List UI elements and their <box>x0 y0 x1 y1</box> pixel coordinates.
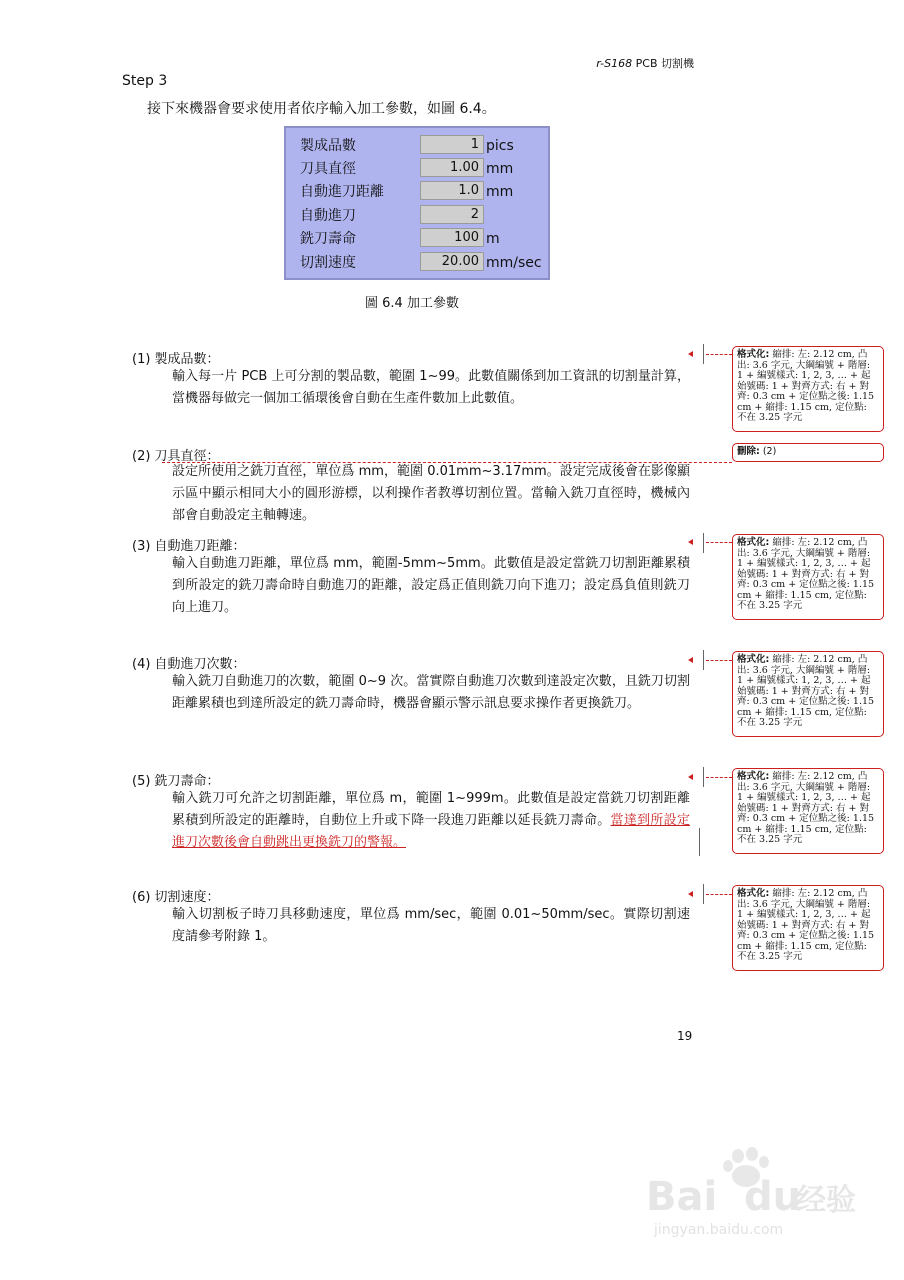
comment-arrow-icon <box>688 774 693 780</box>
param-value-field[interactable]: 1.0 <box>420 181 484 200</box>
param-label: 銑刀壽命 <box>300 231 356 247</box>
delete-comment-balloon[interactable] <box>732 443 884 462</box>
section-body: 輸入切割板子時刀具移動速度，單位爲 mm/sec，範圍 0.01~50mm/sec。實際切割速度請參考附錄 1。 <box>172 907 690 944</box>
header-model: r-S168 <box>596 57 633 70</box>
change-bar <box>703 767 704 787</box>
param-value-field[interactable]: 1.00 <box>420 158 484 177</box>
comment-text: 縮排: 左: 2.12 cm, 凸出: 3.6 字元, 大綱編號 + 階層: 1 + 編號樣式: 1, 2, 3, … + 起始號碼: 1 + 對齊方式: 右 + 對齊: 0.3 cm + 定位點之後: 1.15 cm + 縮排: 1.15 cm, 定位點: 不在 3.25 字元 <box>737 888 875 962</box>
section-body-text: 輸入銑刀可允許之切割距離，單位爲 m，範圍 1~999m。此數值是設定當銑刀切割距離累積到所設定的距離時，自動位上升或下降一段進刀距離以延長銑刀壽命。 <box>172 791 690 828</box>
comment-label: 格式化: <box>737 888 770 899</box>
comment-leader <box>706 777 732 778</box>
section-heading: (5) 銑刀壽命： <box>132 774 220 789</box>
comment-leader <box>706 542 732 543</box>
section-body: 輸入銑刀自動進刀的次數，範圍 0~9 次。當實際自動進刀次數到達設定次數，且銑刀切割距離累積也到達所設定的銑刀壽命時，機器會顯示警示訊息要求操作者更換銑刀。 <box>172 674 690 711</box>
change-bar <box>699 828 700 856</box>
comment-label: 刪除: <box>737 446 760 457</box>
param-value-field[interactable]: 1 <box>420 135 484 154</box>
comment-leader <box>706 894 732 895</box>
format-comment-balloon[interactable] <box>732 346 884 432</box>
section-body: 設定所使用之銑刀直徑，單位爲 mm，範圍 0.01mm~3.17mm。設定完成後會在影像顯示區中顯示相同大小的圓形游標，以利操作者教導切割位置。當輸入銑刀直徑時，機械內部會自動設定主軸轉速。 <box>172 464 690 523</box>
page-number: 19 <box>677 1029 693 1043</box>
parameter-panel <box>284 126 550 280</box>
param-unit: pics <box>486 138 514 154</box>
section-body: 輸入每一片 PCB 上可分割的製品數，範圍 1~99。此數值關係到加工資訊的切割量計算，當機器每做完一個加工循環後會自動在生產件數加上此數值。 <box>172 369 690 406</box>
comment-text: 縮排: 左: 2.12 cm, 凸出: 3.6 字元, 大綱編號 + 階層: 1 + 編號樣式: 1, 2, 3, … + 起始號碼: 1 + 對齊方式: 右 + 對齊: 0.3 cm + 定位點之後: 1.15 cm + 縮排: 1.15 cm, 定位點: 不在 3.25 字元 <box>737 349 875 423</box>
param-label: 製成品數 <box>300 138 356 154</box>
figure-caption: 圖 6.4 加工參數 <box>365 296 459 311</box>
comment-label: 格式化: <box>737 349 770 360</box>
comment-arrow-icon <box>688 891 693 897</box>
svg-text:du: du <box>744 1174 802 1220</box>
comment-arrow-icon <box>688 539 693 545</box>
tracked-insertion: 當達到所設定進刀次數後會自動跳出更換銑刀的警報。 <box>172 813 690 850</box>
svg-text:经验: 经验 <box>796 1183 856 1218</box>
section-heading: (3) 自動進刀距離： <box>132 539 246 554</box>
comment-leader <box>162 462 732 463</box>
comment-text: 縮排: 左: 2.12 cm, 凸出: 3.6 字元, 大綱編號 + 階層: 1 + 編號樣式: 1, 2, 3, … + 起始號碼: 1 + 對齊方式: 右 + 對齊: 0.3 cm + 定位點之後: 1.15 cm + 縮排: 1.15 cm, 定位點: 不在 3.25 字元 <box>737 771 875 845</box>
param-unit: mm <box>486 184 514 200</box>
section-heading: (4) 自動進刀次數： <box>132 657 246 672</box>
param-label: 切割速度 <box>300 255 356 271</box>
comment-leader <box>706 354 732 355</box>
format-comment-balloon[interactable] <box>732 885 884 971</box>
section-heading: (1) 製成品數： <box>132 352 220 367</box>
intro-text: 接下來機器會要求使用者依序輸入加工參數，如圖 6.4。 <box>147 101 496 117</box>
param-unit: mm <box>486 161 514 177</box>
header-title: PCB 切割機 <box>635 57 694 70</box>
section-heading: (2) 刀具直徑： <box>132 449 220 464</box>
comment-leader <box>706 660 732 661</box>
param-value-field[interactable]: 2 <box>420 205 484 224</box>
comment-text: 縮排: 左: 2.12 cm, 凸出: 3.6 字元, 大綱編號 + 階層: 1 + 編號樣式: 1, 2, 3, … + 起始號碼: 1 + 對齊方式: 右 + 對齊: 0.3 cm + 定位點之後: 1.15 cm + 縮排: 1.15 cm, 定位點: 不在 3.25 字元 <box>737 537 875 611</box>
change-bar <box>703 533 704 553</box>
section-body <box>172 788 690 854</box>
svg-text:jingyan.baidu.com: jingyan.baidu.com <box>654 1222 784 1238</box>
change-bar <box>703 344 704 364</box>
change-bar <box>703 650 704 670</box>
comment-text: (2) <box>762 446 777 457</box>
format-comment-balloon[interactable] <box>732 768 884 854</box>
comment-label: 格式化: <box>737 537 770 548</box>
page-header <box>596 55 694 71</box>
step-heading: Step 3 <box>122 73 168 89</box>
svg-text:Bai: Bai <box>646 1174 718 1220</box>
param-value-field[interactable]: 20.00 <box>420 252 484 271</box>
param-unit: mm/sec <box>486 255 542 271</box>
section-heading: (6) 切割速度： <box>132 890 220 905</box>
baidu-jingyan-watermark <box>646 1148 856 1238</box>
format-comment-balloon[interactable] <box>732 534 884 620</box>
section-body: 輸入自動進刀距離，單位爲 mm，範圍-5mm~5mm。此數值是設定當銑刀切割距離累積到所設定的銑刀壽命時自動進刀的距離，設定爲正值則銑刀向下進刀；設定爲負值則銑刀向上進刀。 <box>172 556 690 615</box>
change-bar <box>703 884 704 904</box>
param-label: 自動進刀距離 <box>300 184 384 200</box>
comment-label: 格式化: <box>737 654 770 665</box>
param-value-field[interactable]: 100 <box>420 228 484 247</box>
param-unit: m <box>486 231 500 247</box>
comment-label: 格式化: <box>737 771 770 782</box>
param-label: 自動進刀 <box>300 208 356 224</box>
comment-text: 縮排: 左: 2.12 cm, 凸出: 3.6 字元, 大綱編號 + 階層: 1 + 編號樣式: 1, 2, 3, … + 起始號碼: 1 + 對齊方式: 右 + 對齊: 0.3 cm + 定位點之後: 1.15 cm + 縮排: 1.15 cm, 定位點: 不在 3.25 字元 <box>737 654 875 728</box>
format-comment-balloon[interactable] <box>732 651 884 737</box>
param-label: 刀具直徑 <box>300 161 356 177</box>
comment-arrow-icon <box>688 657 693 663</box>
comment-arrow-icon <box>688 351 693 357</box>
